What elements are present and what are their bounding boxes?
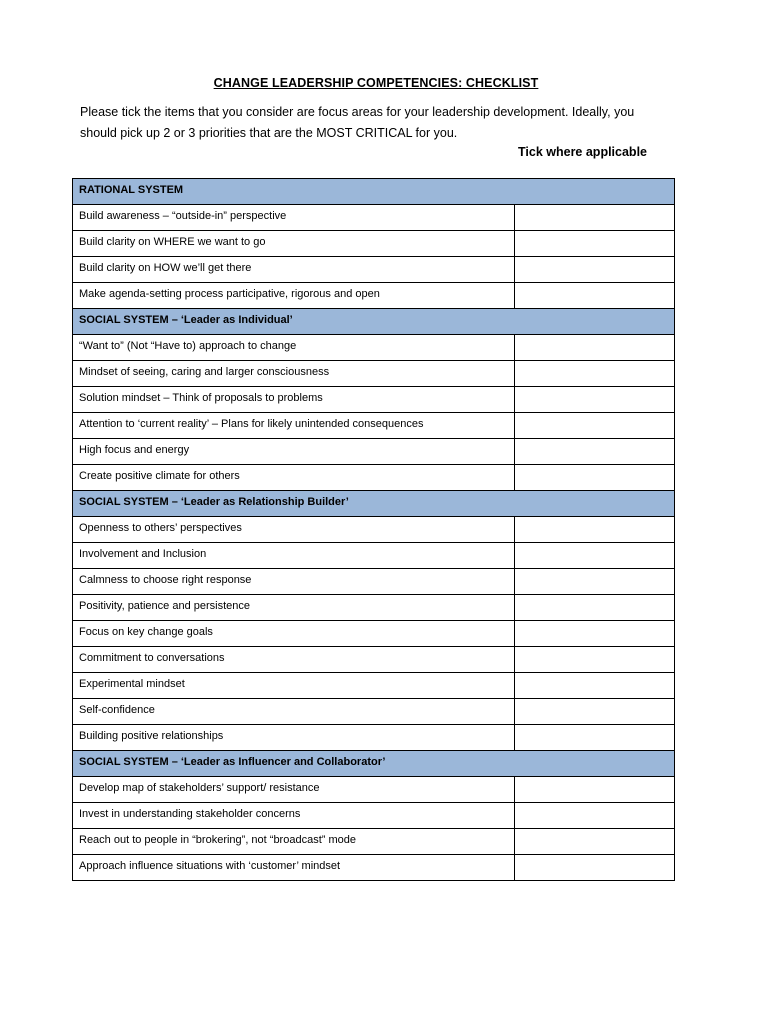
tick-cell[interactable] xyxy=(515,335,675,361)
tick-cell[interactable] xyxy=(515,569,675,595)
checklist-row xyxy=(73,465,675,491)
document-title: CHANGE LEADERSHIP COMPETENCIES: CHECKLIST xyxy=(213,76,539,90)
competency-label: Focus on key change goals xyxy=(73,621,515,647)
checklist-row xyxy=(73,829,675,855)
tick-cell[interactable] xyxy=(515,725,675,751)
section-title: SOCIAL SYSTEM – ‘Leader as Influencer and Collaborator’ xyxy=(73,751,675,777)
checklist-row xyxy=(73,699,675,725)
checklist-row xyxy=(73,361,675,387)
tick-cell[interactable] xyxy=(515,855,675,881)
competency-label: Mindset of seeing, caring and larger consciousness xyxy=(73,361,515,387)
tick-cell[interactable] xyxy=(515,361,675,387)
competency-label: Attention to ‘current reality’ – Plans for likely unintended consequences xyxy=(73,413,515,439)
tick-cell[interactable] xyxy=(515,283,675,309)
competency-label: Positivity, patience and persistence xyxy=(73,595,515,621)
section-header-row xyxy=(73,491,675,517)
competency-label: Self-confidence xyxy=(73,699,515,725)
competency-label: Build awareness – “outside-in” perspective xyxy=(73,205,515,231)
competency-label: Invest in understanding stakeholder concerns xyxy=(73,803,515,829)
checklist-row xyxy=(73,257,675,283)
tick-cell[interactable] xyxy=(515,413,675,439)
checklist-table xyxy=(72,178,675,881)
tick-cell[interactable] xyxy=(515,205,675,231)
competency-label: Building positive relationships xyxy=(73,725,515,751)
checklist-body xyxy=(73,179,675,881)
tick-cell[interactable] xyxy=(515,439,675,465)
competency-label: Reach out to people in “brokering”, not “broadcast” mode xyxy=(73,829,515,855)
checklist-row xyxy=(73,569,675,595)
checklist-row xyxy=(73,595,675,621)
tick-cell[interactable] xyxy=(515,543,675,569)
checklist-row xyxy=(73,855,675,881)
tick-cell[interactable] xyxy=(515,777,675,803)
checklist-row xyxy=(73,283,675,309)
checklist-row xyxy=(73,387,675,413)
checklist-row xyxy=(73,439,675,465)
section-header-row xyxy=(73,179,675,205)
competency-label: Commitment to conversations xyxy=(73,647,515,673)
section-title: SOCIAL SYSTEM – ‘Leader as Individual’ xyxy=(73,309,675,335)
competency-label: Calmness to choose right response xyxy=(73,569,515,595)
checklist-row xyxy=(73,803,675,829)
competency-label: Develop map of stakeholders’ support/ resistance xyxy=(73,777,515,803)
competency-label: Involvement and Inclusion xyxy=(73,543,515,569)
checklist-row xyxy=(73,725,675,751)
competency-label: Experimental mindset xyxy=(73,673,515,699)
checklist-row xyxy=(73,205,675,231)
section-header-row xyxy=(73,751,675,777)
competency-label: Make agenda-setting process participative, rigorous and open xyxy=(73,283,515,309)
tick-cell[interactable] xyxy=(515,517,675,543)
competency-label: Openness to others’ perspectives xyxy=(73,517,515,543)
tick-cell[interactable] xyxy=(515,257,675,283)
tick-cell[interactable] xyxy=(515,829,675,855)
checklist-row xyxy=(73,335,675,361)
intro-text: Please tick the items that you consider are focus areas for your leadership development. Ideally, you should pick up 2 or 3 priorities that are the MOST CRITICAL for you. xyxy=(80,105,635,140)
tick-note: Tick where applicable xyxy=(518,145,647,159)
competency-label: “Want to” (Not “Have to) approach to change xyxy=(73,335,515,361)
section-header-row xyxy=(73,309,675,335)
tick-cell[interactable] xyxy=(515,621,675,647)
competency-label: Solution mindset – Think of proposals to problems xyxy=(73,387,515,413)
tick-cell[interactable] xyxy=(515,803,675,829)
checklist-row xyxy=(73,673,675,699)
competency-label: Approach influence situations with ‘customer’ mindset xyxy=(73,855,515,881)
tick-cell[interactable] xyxy=(515,465,675,491)
competency-label: Build clarity on HOW we’ll get there xyxy=(73,257,515,283)
tick-cell[interactable] xyxy=(515,595,675,621)
tick-cell[interactable] xyxy=(515,647,675,673)
checklist-row xyxy=(73,777,675,803)
competency-label: Build clarity on WHERE we want to go xyxy=(73,231,515,257)
checklist-row xyxy=(73,543,675,569)
checklist-row xyxy=(73,517,675,543)
tick-cell[interactable] xyxy=(515,699,675,725)
checklist-row xyxy=(73,647,675,673)
competency-label: High focus and energy xyxy=(73,439,515,465)
checklist-row xyxy=(73,231,675,257)
section-title: SOCIAL SYSTEM – ‘Leader as Relationship Builder’ xyxy=(73,491,675,517)
competency-label: Create positive climate for others xyxy=(73,465,515,491)
checklist-row xyxy=(73,621,675,647)
section-title: RATIONAL SYSTEM xyxy=(73,179,675,205)
checklist-row xyxy=(73,413,675,439)
tick-cell[interactable] xyxy=(515,387,675,413)
tick-cell[interactable] xyxy=(515,673,675,699)
tick-cell[interactable] xyxy=(515,231,675,257)
